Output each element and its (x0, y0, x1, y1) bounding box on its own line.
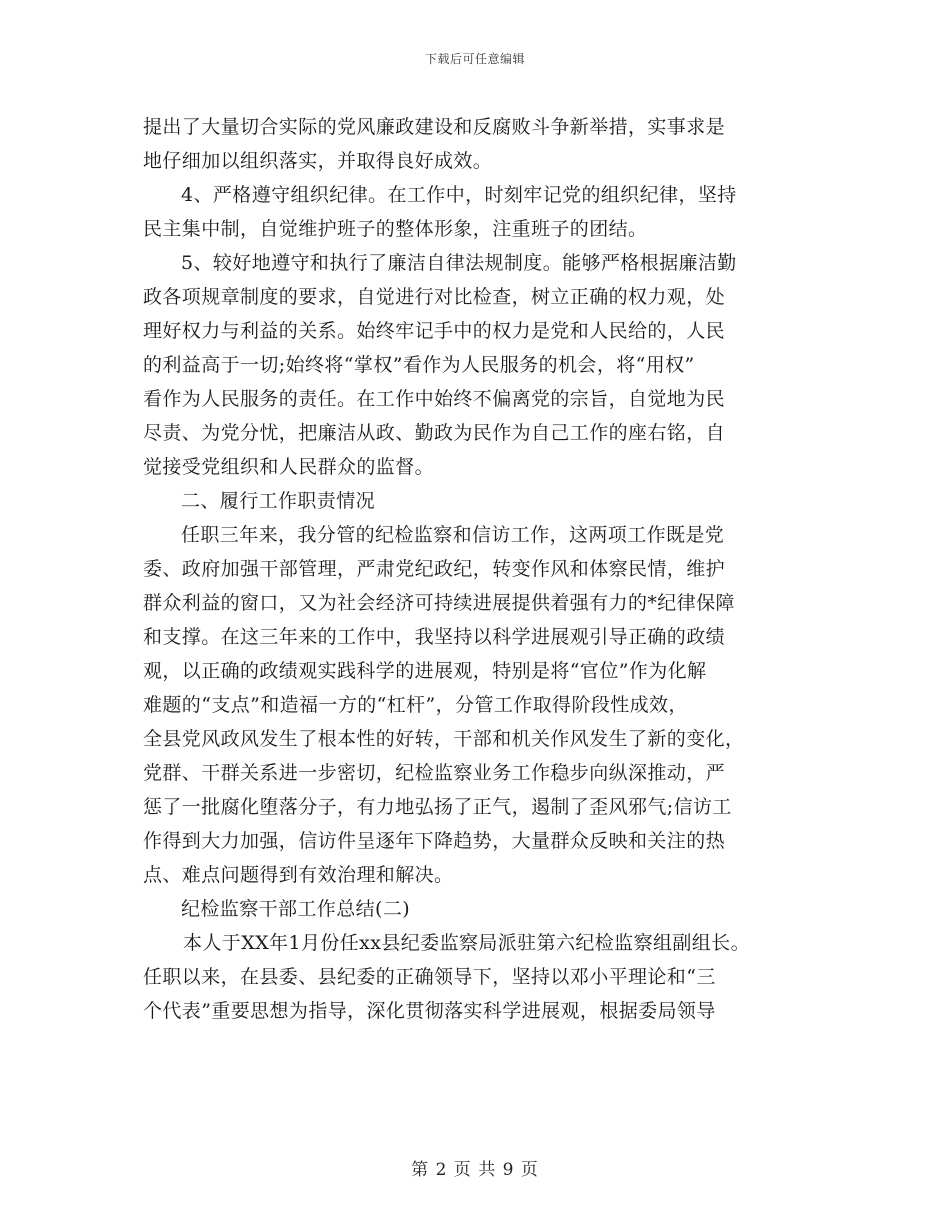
paragraph-line: 觉接受党组织和人民群众的监督。 (143, 456, 435, 478)
document-body (143, 110, 823, 1028)
section-heading: 纪检监察干部工作总结(二) (181, 898, 411, 920)
paragraph-line: 任职以来，在县委、县纪委的正确领导下，坚持以邓小平理论和“三 (143, 966, 716, 988)
paragraph-line: 本人于XX年1月份任xx县纪委监察局派驻第六纪检监察组副组长。 (183, 932, 750, 954)
section-heading: 二、履行工作职责情况 (181, 490, 376, 512)
page-number: 第 2 页 共 9 页 (411, 1160, 539, 1180)
paragraph-line: 作得到大力加强，信访件呈逐年下降趋势，大量群众反映和关注的热 (143, 830, 726, 852)
paragraph-line: 政各项规章制度的要求，自觉进行对比检查，树立正确的权力观，处 (143, 286, 726, 308)
paragraph-line: 群众利益的窗口，又为社会经济可持续进展提供着强有力的*纪律保障 (143, 592, 735, 614)
paragraph-line: 和支撑。在这三年来的工作中，我坚持以科学进展观引导正确的政绩 (143, 626, 726, 648)
page-header-note: 下载后可任意编辑 (424, 52, 525, 66)
paragraph-line: 委、政府加强干部管理，严肃党纪政纪，转变作风和体察民情，维护 (143, 558, 726, 580)
paragraph-line: 难题的“支点”和造福一方的“杠杆”，分管工作取得阶段性成效， (143, 694, 688, 716)
paragraph-line: 尽责、为党分忧，把廉洁从政、勤政为民作为自己工作的座右铭，自 (143, 422, 726, 444)
paragraph-line: 个代表”重要思想为指导，深化贯彻落实科学进展观，根据委局领导 (143, 1000, 716, 1022)
paragraph-line: 全县党风政风发生了根本性的好转，干部和机关作风发生了新的变化， (143, 728, 745, 750)
paragraph-line: 任职三年来，我分管的纪检监察和信访工作，这两项工作既是党 (181, 524, 725, 546)
paragraph-line: 点、难点问题得到有效治理和解决。 (143, 864, 454, 886)
paragraph-line: 4、严格遵守组织纪律。在工作中，时刻牢记党的组织纪律，坚持 (181, 184, 737, 206)
paragraph-line: 看作为人民服务的责任。在工作中始终不偏离党的宗旨，自觉地为民 (143, 388, 726, 410)
paragraph-line: 提出了大量切合实际的党风廉政建设和反腐败斗争新举措，实事求是 (143, 116, 726, 138)
paragraph-line: 的利益高于一切;始终将“掌权”看作为人民服务的机会，将“用权” (143, 354, 695, 376)
paragraph-line: 5、较好地遵守和执行了廉洁自律法规制度。能够严格根据廉洁勤 (181, 252, 737, 274)
paragraph-line: 党群、干群关系进一步密切，纪检监察业务工作稳步向纵深推动，严 (143, 762, 726, 784)
paragraph-line: 民主集中制，自觉维护班子的整体形象，注重班子的团结。 (143, 218, 648, 240)
paragraph-line: 惩了一批腐化堕落分子，有力地弘扬了正气，遏制了歪风邪气;信访工 (143, 796, 732, 818)
paragraph-line: 地仔细加以组织落实，并取得良好成效。 (143, 150, 493, 172)
paragraph-line: 理好权力与利益的关系。始终牢记手中的权力是党和人民给的，人民 (143, 320, 726, 342)
paragraph-line: 观，以正确的政绩观实践科学的进展观，特别是将“官位”作为化解 (143, 660, 707, 682)
